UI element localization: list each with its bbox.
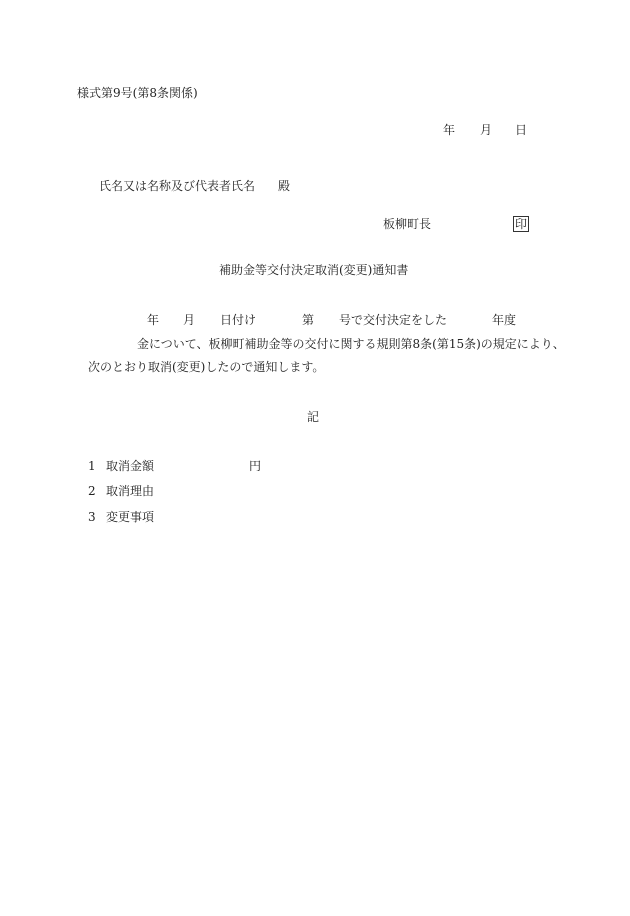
item-label: 変更事項 [106,510,155,524]
item-label: 取消金額 [106,459,155,473]
document-title: 補助金等交付決定取消(変更)通知書 [219,263,409,277]
form-number: 様式第9号(第8条関係) [77,86,198,100]
date-day-label: 日 [515,123,528,137]
body-dated-label: 日付け [220,313,257,327]
ki-heading: 記 [307,410,320,424]
body-month-label: 月 [183,313,196,327]
body-line-3: 次のとおり取消(変更)したので通知します。 [88,360,325,374]
item-number: 1 [88,459,96,473]
item-unit: 円 [249,459,262,473]
item-label: 取消理由 [106,484,155,498]
seal-mark-wrapper [513,216,529,232]
addressee-name-label: 氏名又は名称及び代表者氏名 [99,179,256,193]
date-month-label: 月 [480,123,493,137]
body-number-prefix: 第 [302,313,315,327]
item-number: 3 [88,510,96,524]
item-number: 2 [88,484,96,498]
body-year-label: 年 [147,313,160,327]
body-line-2: 金について、板柳町補助金等の交付に関する規則第8条(第15条)の規定により、 [137,337,565,351]
seal-mark: 印 [515,217,528,231]
body-number-suffix: 号で交付決定をした [339,313,448,327]
date-year-label: 年 [443,123,456,137]
body-fiscal-year-label: 年度 [492,313,517,327]
addressee-honorific: 殿 [278,179,291,193]
issuer-title: 板柳町長 [383,217,432,231]
